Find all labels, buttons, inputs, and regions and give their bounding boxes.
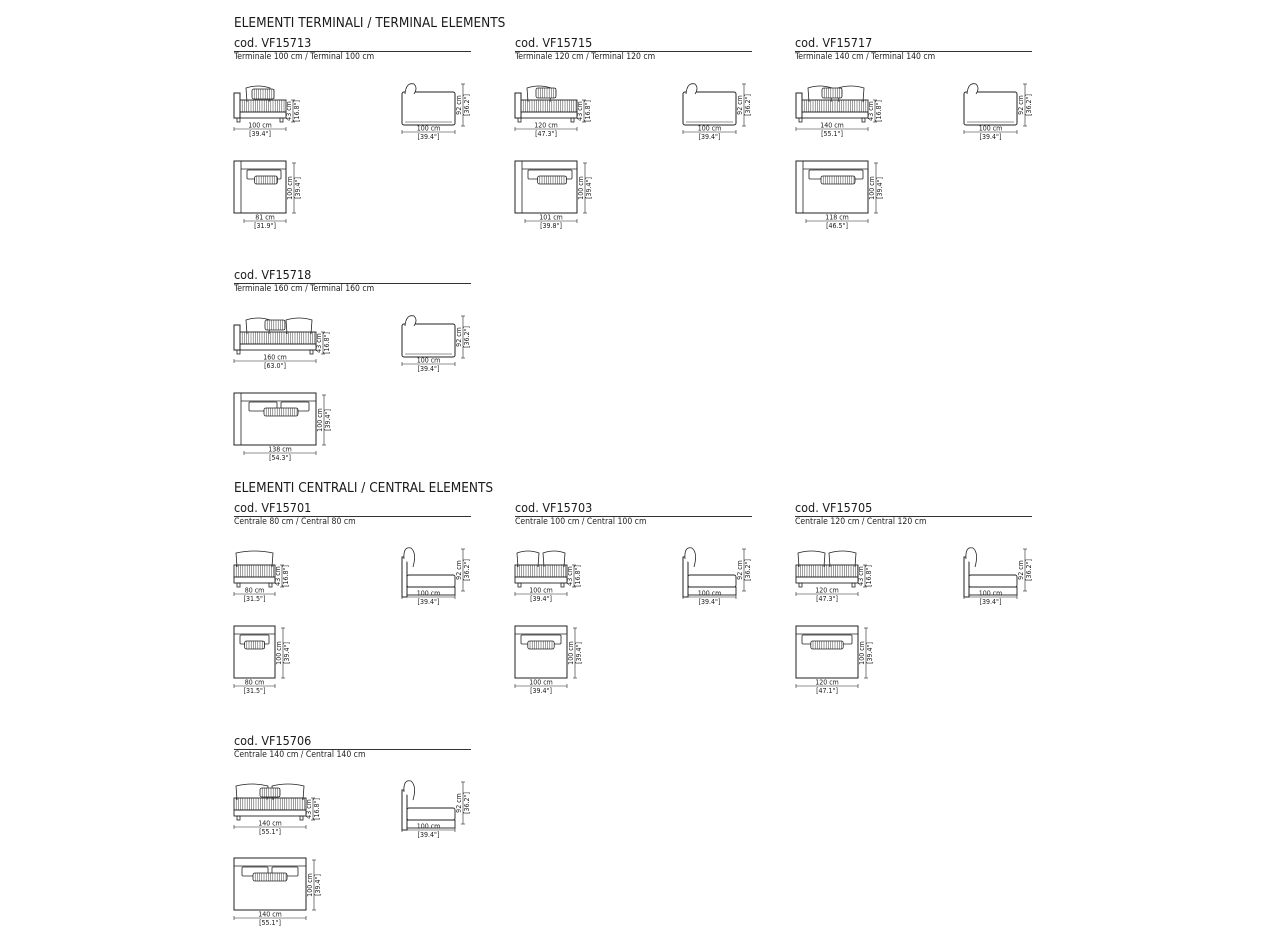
drawing-outline xyxy=(300,816,303,820)
drawing-outline xyxy=(802,112,868,118)
front-view-drawing xyxy=(515,551,582,603)
width-dimension-label: 140 cm xyxy=(820,121,844,130)
item-description: Centrale 140 cm / Central 140 cm xyxy=(234,750,366,760)
width-dimension-label: 100 cm xyxy=(416,822,441,831)
height-dimension-inches: [36.2"] xyxy=(463,94,471,116)
front-view-drawing xyxy=(796,551,873,603)
item-code: cod. VF15701 xyxy=(234,500,312,515)
drawing-outline xyxy=(407,808,455,820)
width-dimension-label: 160 cm xyxy=(263,353,287,362)
side-view-drawing xyxy=(683,548,752,606)
width-dimension-label: 138 cm xyxy=(268,445,292,454)
height-dimension-inches: [39.4"] xyxy=(294,177,302,199)
width-dimension-label: 80 cm xyxy=(244,678,265,687)
drawing-outline xyxy=(515,577,567,583)
drawing-outline xyxy=(234,93,240,118)
drawing-outline xyxy=(237,118,240,122)
side-view-drawing xyxy=(964,548,1033,606)
drawing-outline xyxy=(237,583,240,587)
plan-view-drawing xyxy=(234,626,291,695)
width-dimension-label: 100 cm xyxy=(529,678,553,687)
height-dimension-inches: [39.4"] xyxy=(575,642,583,664)
height-dimension-label: 92 cm xyxy=(1017,95,1025,115)
item-description: Centrale 100 cm / Central 100 cm xyxy=(515,517,647,527)
height-dimension-inches: [36.2"] xyxy=(744,94,752,116)
side-cushion-shape xyxy=(405,84,416,94)
width-dimension-inches: [55.1"] xyxy=(821,130,843,138)
drawing-outline xyxy=(571,118,574,122)
height-dimension-label: 100 cm xyxy=(316,408,324,432)
width-dimension-label: 100 cm xyxy=(416,589,441,598)
height-dimension-label: 100 cm xyxy=(577,176,585,200)
width-dimension-label: 120 cm xyxy=(815,586,839,595)
width-dimension-inches: [39.4"] xyxy=(417,598,440,606)
item-description: Centrale 120 cm / Central 120 cm xyxy=(795,517,927,527)
width-dimension-inches: [47.3"] xyxy=(535,130,557,138)
plan-view-drawing xyxy=(234,393,332,462)
height-dimension-inches: [16.8"] xyxy=(313,798,321,820)
plan-cushion-shape xyxy=(255,176,278,184)
side-cushion-shape xyxy=(404,548,415,567)
drawing-outline xyxy=(237,816,240,820)
plan-cushion-shape xyxy=(821,176,855,184)
plan-view-drawing xyxy=(515,626,583,695)
drawing-outline xyxy=(280,118,283,122)
drawing-outline xyxy=(269,583,272,587)
height-dimension-label: 43 cm xyxy=(305,799,313,819)
front-view-drawing xyxy=(234,551,290,603)
front-view-drawing xyxy=(796,86,883,138)
width-dimension-label: 81 cm xyxy=(255,213,275,222)
height-dimension-inches: [36.2"] xyxy=(1025,559,1033,581)
item-description: Centrale 80 cm / Central 80 cm xyxy=(234,517,356,527)
width-dimension-label: 120 cm xyxy=(815,678,839,687)
width-dimension-inches: [39.4"] xyxy=(417,133,440,141)
plan-view-drawing xyxy=(515,161,593,230)
height-dimension-inches: [36.2"] xyxy=(744,559,752,581)
width-dimension-label: 140 cm xyxy=(258,819,282,828)
side-view-drawing xyxy=(964,84,1033,141)
item-description: Terminale 160 cm / Terminal 160 cm xyxy=(234,284,375,294)
drawing-outline xyxy=(683,92,736,125)
drawing-outline xyxy=(969,575,1017,587)
width-dimension-label: 140 cm xyxy=(258,910,282,919)
striped-cushion-shape xyxy=(822,88,842,98)
height-dimension-inches: [39.4"] xyxy=(585,177,593,199)
item-description: Terminale 120 cm / Terminal 120 cm xyxy=(515,52,656,62)
width-dimension-inches: [39.4"] xyxy=(698,598,721,606)
side-view-drawing xyxy=(402,548,471,606)
width-dimension-inches: [55.1"] xyxy=(259,828,281,836)
side-view-drawing xyxy=(402,316,471,373)
width-dimension-inches: [31.5"] xyxy=(243,595,266,603)
height-dimension-inches: [36.2"] xyxy=(1025,94,1033,116)
side-view-drawing xyxy=(683,84,752,141)
plan-cushion-shape xyxy=(811,641,843,649)
height-dimension-label: 92 cm xyxy=(455,793,463,813)
width-dimension-label: 100 cm xyxy=(248,121,272,130)
drawing-outline xyxy=(234,325,240,350)
height-dimension-inches: [39.4"] xyxy=(314,874,322,896)
item-code: cod. VF15715 xyxy=(515,35,593,50)
item-description: Terminale 100 cm / Terminal 100 cm xyxy=(234,52,375,62)
side-view-drawing xyxy=(402,84,471,141)
drawing-outline xyxy=(515,93,521,118)
striped-cushion-shape xyxy=(536,88,556,98)
section-title-central: ELEMENTI CENTRALI / CENTRAL ELEMENTS xyxy=(234,480,494,496)
width-dimension-inches: [31.9"] xyxy=(254,222,276,230)
height-dimension-inches: [36.2"] xyxy=(463,326,471,348)
width-dimension-label: 100 cm xyxy=(416,124,441,133)
height-dimension-label: 100 cm xyxy=(275,641,283,665)
height-dimension-label: 43 cm xyxy=(315,333,323,353)
item-code: cod. VF15706 xyxy=(234,733,312,748)
width-dimension-inches: [39.4"] xyxy=(979,598,1002,606)
item-code: cod. VF15703 xyxy=(515,500,593,515)
drawing-outline xyxy=(852,583,855,587)
drawing-outline xyxy=(402,557,407,597)
drawing-outline xyxy=(561,583,564,587)
height-dimension-label: 43 cm xyxy=(566,566,574,586)
plan-view-drawing xyxy=(796,161,884,230)
height-dimension-label: 43 cm xyxy=(285,101,293,121)
width-dimension-inches: [39.4"] xyxy=(249,130,271,138)
width-dimension-inches: [47.1"] xyxy=(816,687,838,695)
front-view-drawing xyxy=(234,318,331,370)
width-dimension-label: 101 cm xyxy=(539,213,563,222)
front-view-drawing xyxy=(234,86,301,138)
height-dimension-label: 92 cm xyxy=(455,560,463,580)
height-dimension-inches: [39.4"] xyxy=(866,642,874,664)
width-dimension-inches: [63.0"] xyxy=(264,362,286,370)
height-dimension-label: 43 cm xyxy=(274,566,282,586)
side-cushion-shape xyxy=(405,316,416,326)
item-code: cod. VF15713 xyxy=(234,35,312,50)
drawing-outline xyxy=(518,118,521,122)
width-dimension-label: 120 cm xyxy=(534,121,558,130)
height-dimension-inches: [39.4"] xyxy=(324,409,332,431)
width-dimension-label: 100 cm xyxy=(978,124,1003,133)
height-dimension-label: 43 cm xyxy=(867,101,875,121)
width-dimension-inches: [39.8"] xyxy=(540,222,562,230)
front-view-drawing xyxy=(515,86,592,138)
drawing-outline xyxy=(964,92,1017,125)
height-dimension-label: 100 cm xyxy=(567,641,575,665)
drawing-outline xyxy=(240,344,316,350)
width-dimension-label: 100 cm xyxy=(697,589,722,598)
width-dimension-inches: [39.4"] xyxy=(698,133,721,141)
height-dimension-inches: [16.8"] xyxy=(293,100,301,122)
width-dimension-inches: [39.4"] xyxy=(979,133,1002,141)
height-dimension-label: 92 cm xyxy=(736,560,744,580)
height-dimension-label: 43 cm xyxy=(576,101,584,121)
drawing-outline xyxy=(310,350,313,354)
width-dimension-inches: [54.3"] xyxy=(269,454,291,462)
height-dimension-inches: [36.2"] xyxy=(463,559,471,581)
drawing-outline xyxy=(964,557,969,597)
height-dimension-label: 92 cm xyxy=(736,95,744,115)
height-dimension-inches: [16.8"] xyxy=(584,100,592,122)
plan-view-drawing xyxy=(234,161,302,230)
width-dimension-label: 80 cm xyxy=(244,586,265,595)
plan-cushion-shape xyxy=(245,641,265,649)
side-cushion-shape xyxy=(966,548,977,567)
height-dimension-label: 92 cm xyxy=(1017,560,1025,580)
width-dimension-inches: [39.4"] xyxy=(530,687,552,695)
striped-cushion-shape xyxy=(260,788,280,797)
drawing-outline xyxy=(237,350,240,354)
drawing-outline xyxy=(683,557,688,597)
front-view-drawing xyxy=(234,784,321,836)
width-dimension-inches: [39.4"] xyxy=(417,365,440,373)
width-dimension-inches: [31.5"] xyxy=(243,687,266,695)
drawing-outline xyxy=(402,790,407,830)
item-code: cod. VF15718 xyxy=(234,267,312,282)
height-dimension-label: 100 cm xyxy=(286,176,294,200)
height-dimension-inches: [16.8"] xyxy=(282,565,290,587)
width-dimension-label: 100 cm xyxy=(416,356,441,365)
plan-cushion-shape xyxy=(264,408,298,416)
drawing-outline xyxy=(862,118,865,122)
height-dimension-label: 100 cm xyxy=(306,873,314,897)
item-code: cod. VF15717 xyxy=(795,35,873,50)
height-dimension-inches: [16.8"] xyxy=(574,565,582,587)
width-dimension-inches: [47.3"] xyxy=(816,595,838,603)
height-dimension-label: 92 cm xyxy=(455,327,463,347)
drawing-outline xyxy=(796,577,858,583)
width-dimension-label: 100 cm xyxy=(978,589,1003,598)
side-cushion-shape xyxy=(404,781,415,800)
height-dimension-label: 43 cm xyxy=(857,566,865,586)
plan-cushion-shape xyxy=(253,873,287,881)
height-dimension-inches: [36.2"] xyxy=(463,792,471,814)
height-dimension-inches: [16.8"] xyxy=(865,565,873,587)
width-dimension-inches: [55.1"] xyxy=(259,919,281,927)
side-view-drawing xyxy=(402,781,471,839)
width-dimension-inches: [39.4"] xyxy=(417,831,440,839)
side-cushion-shape xyxy=(686,84,697,94)
height-dimension-inches: [16.8"] xyxy=(875,100,883,122)
drawing-outline xyxy=(402,92,455,125)
height-dimension-label: 92 cm xyxy=(455,95,463,115)
drawing-outline xyxy=(518,583,521,587)
height-dimension-label: 100 cm xyxy=(858,641,866,665)
striped-cushion-shape xyxy=(265,320,285,330)
drawing-outline xyxy=(796,93,802,118)
plan-view-drawing xyxy=(796,626,874,695)
item-code: cod. VF15705 xyxy=(795,500,873,515)
width-dimension-label: 118 cm xyxy=(825,213,849,222)
drawing-outline xyxy=(799,583,802,587)
height-dimension-inches: [39.4"] xyxy=(876,177,884,199)
drawing-outline xyxy=(688,575,736,587)
plan-view-drawing xyxy=(234,858,322,927)
section-title-terminal: ELEMENTI TERMINALI / TERMINAL ELEMENTS xyxy=(234,15,506,31)
height-dimension-label: 100 cm xyxy=(868,176,876,200)
side-cushion-shape xyxy=(685,548,696,567)
drawing-outline xyxy=(799,118,802,122)
drawing-outline xyxy=(407,575,455,587)
width-dimension-inches: [39.4"] xyxy=(530,595,552,603)
drawing-outline xyxy=(240,112,286,118)
side-cushion-shape xyxy=(967,84,978,94)
width-dimension-label: 100 cm xyxy=(529,586,553,595)
drawing-outline xyxy=(402,324,455,357)
drawing-outline xyxy=(521,112,577,118)
item-description: Terminale 140 cm / Terminal 140 cm xyxy=(795,52,936,62)
drawing-outline xyxy=(234,577,275,583)
width-dimension-label: 100 cm xyxy=(697,124,722,133)
drawing-outline xyxy=(234,810,306,816)
width-dimension-inches: [46.5"] xyxy=(826,222,848,230)
height-dimension-inches: [16.8"] xyxy=(323,332,331,354)
height-dimension-inches: [39.4"] xyxy=(283,642,291,664)
